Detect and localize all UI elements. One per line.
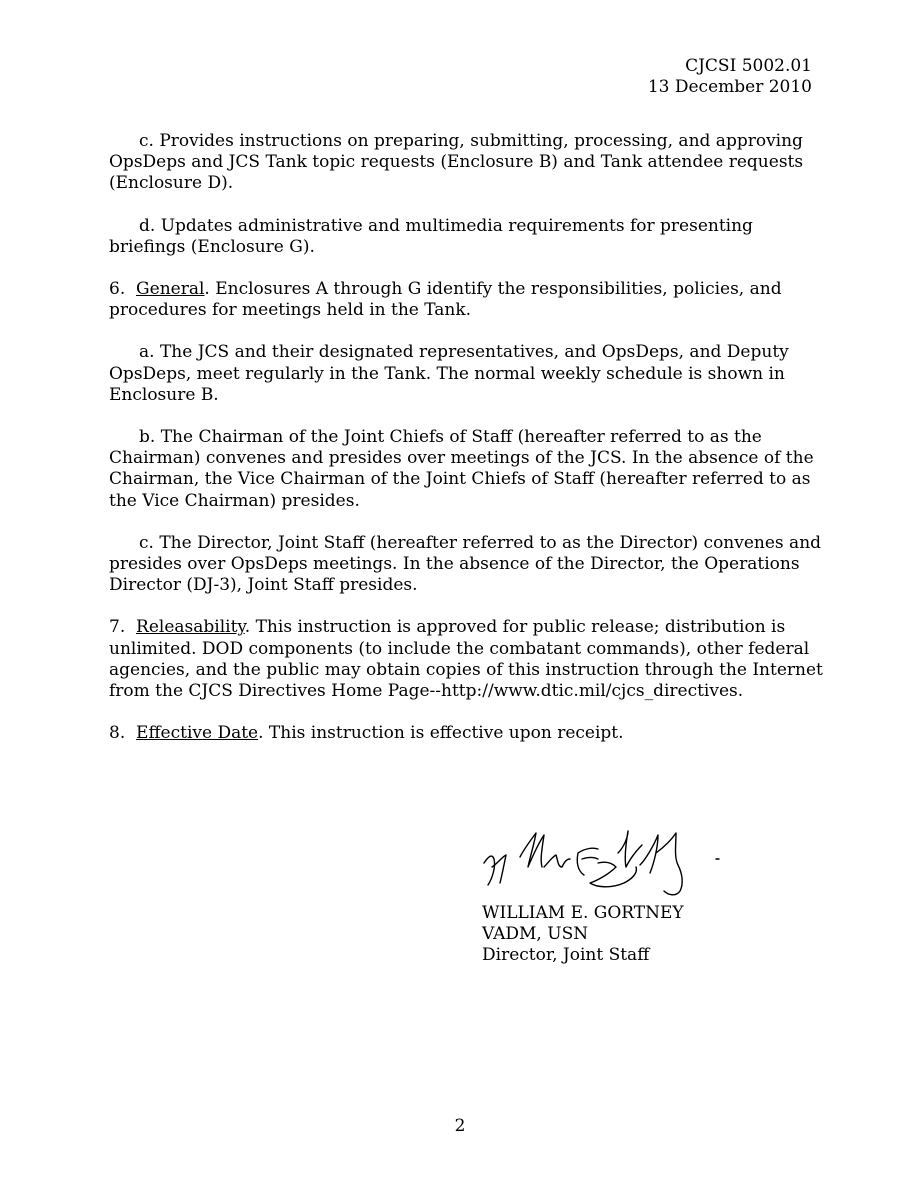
paragraph-8-number: 8. [109,723,126,744]
paragraph-6b: b. The Chairman of the Joint Chiefs of Staff (hereafter referred to as the Chairman) convenes and presides over meetings of the JCS. In the absence of the Chairman, the Vice Chairman of the Joint Chiefs of Staff (hereafter referred to as the Vice Chairman) presides. [109,427,814,511]
paragraph-7-number: 7. [109,617,126,638]
paragraph-8-heading: Effective Date [136,723,259,744]
signatory-name: WILLIAM E. GORTNEY [482,903,684,923]
paragraph-5c: c. Provides instructions on preparing, submitting, processing, and approving OpsDeps and JCS Tank topic requests (Enclosure B) and Tank attendee requests (Enclosure D). [109,131,804,194]
paragraph-6 [109,279,829,321]
document-number: CJCSI 5002.01 [685,56,812,76]
signature-block [482,903,684,967]
paragraph-6-text: . Enclosures A through G identify the responsibilities, policies, and procedures for meetings held in the Tank. [109,279,782,321]
paragraph-6c: c. The Director, Joint Staff (hereafter referred to as the Director) convenes and presides over OpsDeps meetings. In the absence of the Director, the Operations Director (DJ-3), Joint Staff presides. [109,532,822,596]
paragraph-6-heading: General [136,279,205,300]
handwritten-signature [478,823,728,901]
signatory-rank: VADM, USN [482,924,589,945]
document-body [109,131,829,765]
paragraph-7-heading: Releasability [136,617,245,638]
paragraph-6-number: 6. [109,279,126,300]
signatory-title: Director, Joint Staff [482,945,650,966]
page-number: 2 [454,1116,466,1136]
paragraph-5d: d. Updates administrative and multimedia requirements for presenting briefings (Enclosure G). [109,215,753,257]
paragraph-7-text: . This instruction is approved for public release; distribution is unlimited. DOD components (to include the combatant commands), other federal agencies, and the public may obtain copies of this instruction through the Internet from the CJCS Directives Home Page--http://www.dtic.mil/cjcs_directives. [109,617,823,702]
paragraph-8 [109,723,829,744]
document-header [648,56,812,98]
document-date: 13 December 2010 [647,77,812,98]
paragraph-6a: a. The JCS and their designated representatives, and OpsDeps, and Deputy OpsDeps, meet regularly in the Tank. The normal weekly schedule is shown in Enclosure B. [109,342,789,405]
paragraph-7 [109,617,829,702]
paragraph-8-text: . This instruction is effective upon receipt. [258,723,624,744]
